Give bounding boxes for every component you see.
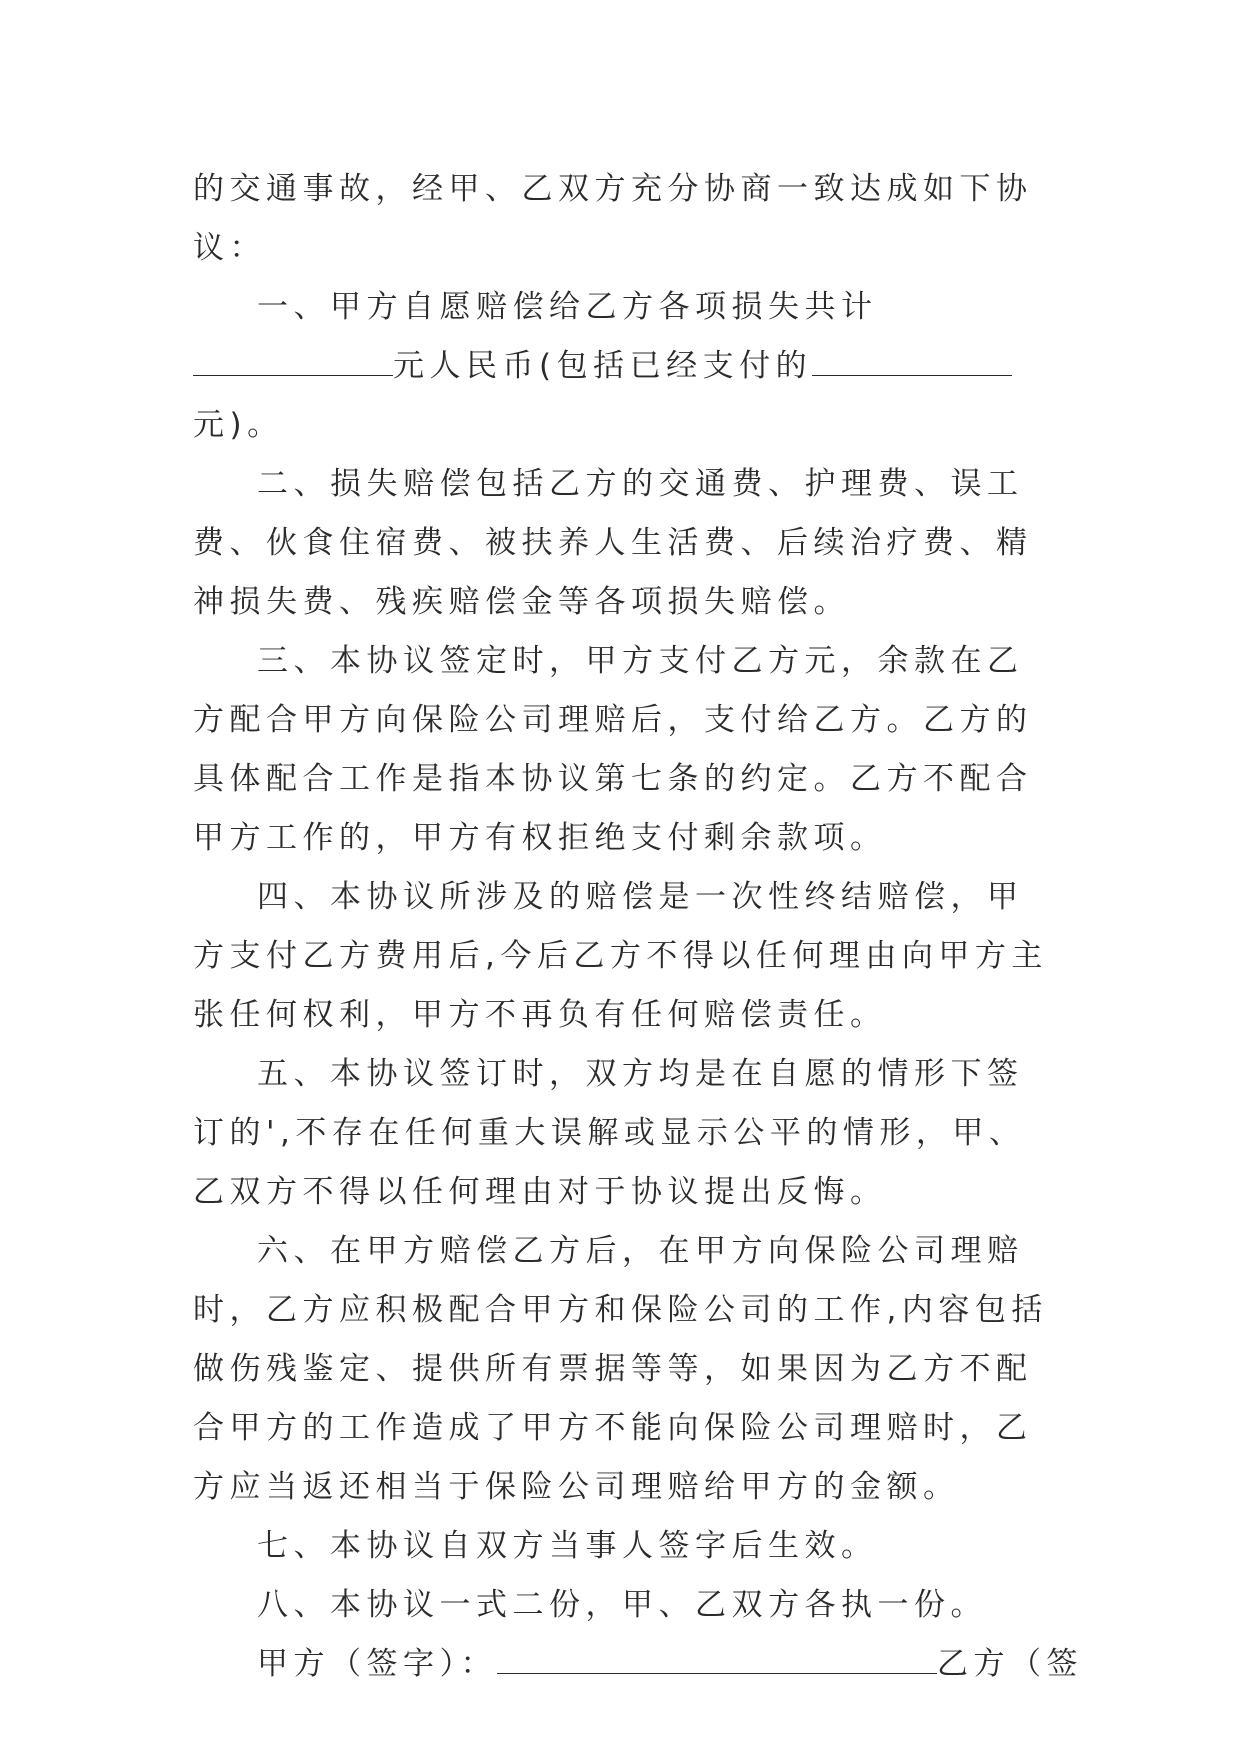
- amount-blank-paid[interactable]: [812, 345, 1012, 376]
- party-b-signature-label: 乙方（签: [937, 1646, 1083, 1682]
- party-a-signature-label: 甲方（签字）：: [257, 1646, 497, 1682]
- agreement-body: [193, 160, 1083, 1694]
- clause-8: 八、本协议一式二份，甲、乙双方各执一份。: [257, 1587, 987, 1623]
- clause-3: 三、本协议签定时，甲方支付乙方元，余款在乙方配合甲方向保险公司理赔后，支付给乙方。乙方的具体配合工作是指本协议第七条的约定。乙方不配合甲方工作的，甲方有权拒绝支付剩余款项。: [193, 643, 1033, 856]
- clause-5: 五、本协议签订时，双方均是在自愿的情形下签订的',不存在任何重大误解或显示公平的情形，甲、乙双方不得以任何理由对于协议提出反悔。: [193, 1056, 1026, 1210]
- signature-line: [193, 1635, 1083, 1694]
- clause-1-text-a: 一、甲方自愿赔偿给乙方各项损失共计: [257, 289, 878, 325]
- clause-6: 六、在甲方赔偿乙方后，在甲方向保险公司理赔时，乙方应积极配合甲方和保险公司的工作,内容包括做伤残鉴定、提供所有票据等等，如果因为乙方不配合甲方的工作造成了甲方不能向保险公司理赔时，乙方应当返还相当于保险公司理赔给甲方的金额。: [193, 1233, 1048, 1505]
- clause-7: 七、本协议自双方当事人签字后生效。: [257, 1528, 878, 1564]
- clause-1: [193, 278, 1053, 455]
- clause-2: 二、损失赔偿包括乙方的交通费、护理费、误工费、伙食住宿费、被扶养人生活费、后续治疗费、精神损失费、残疾赔偿金等各项损失赔偿。: [193, 466, 1033, 620]
- amount-blank-total[interactable]: [193, 345, 393, 376]
- clause-1-text-b: 元人民币(包括已经支付的: [393, 348, 813, 384]
- clause-4: 四、本协议所涉及的赔偿是一次性终结赔偿，甲方支付乙方费用后,今后乙方不得以任何理由向甲方主张任何权利，甲方不再负有任何赔偿责任。: [193, 879, 1048, 1033]
- clause-1-text-c: 元)。: [193, 407, 284, 443]
- party-a-signature-blank[interactable]: [497, 1643, 937, 1674]
- intro-paragraph: 的交通事故，经甲、乙双方充分协商一致达成如下协议：: [193, 171, 1033, 266]
